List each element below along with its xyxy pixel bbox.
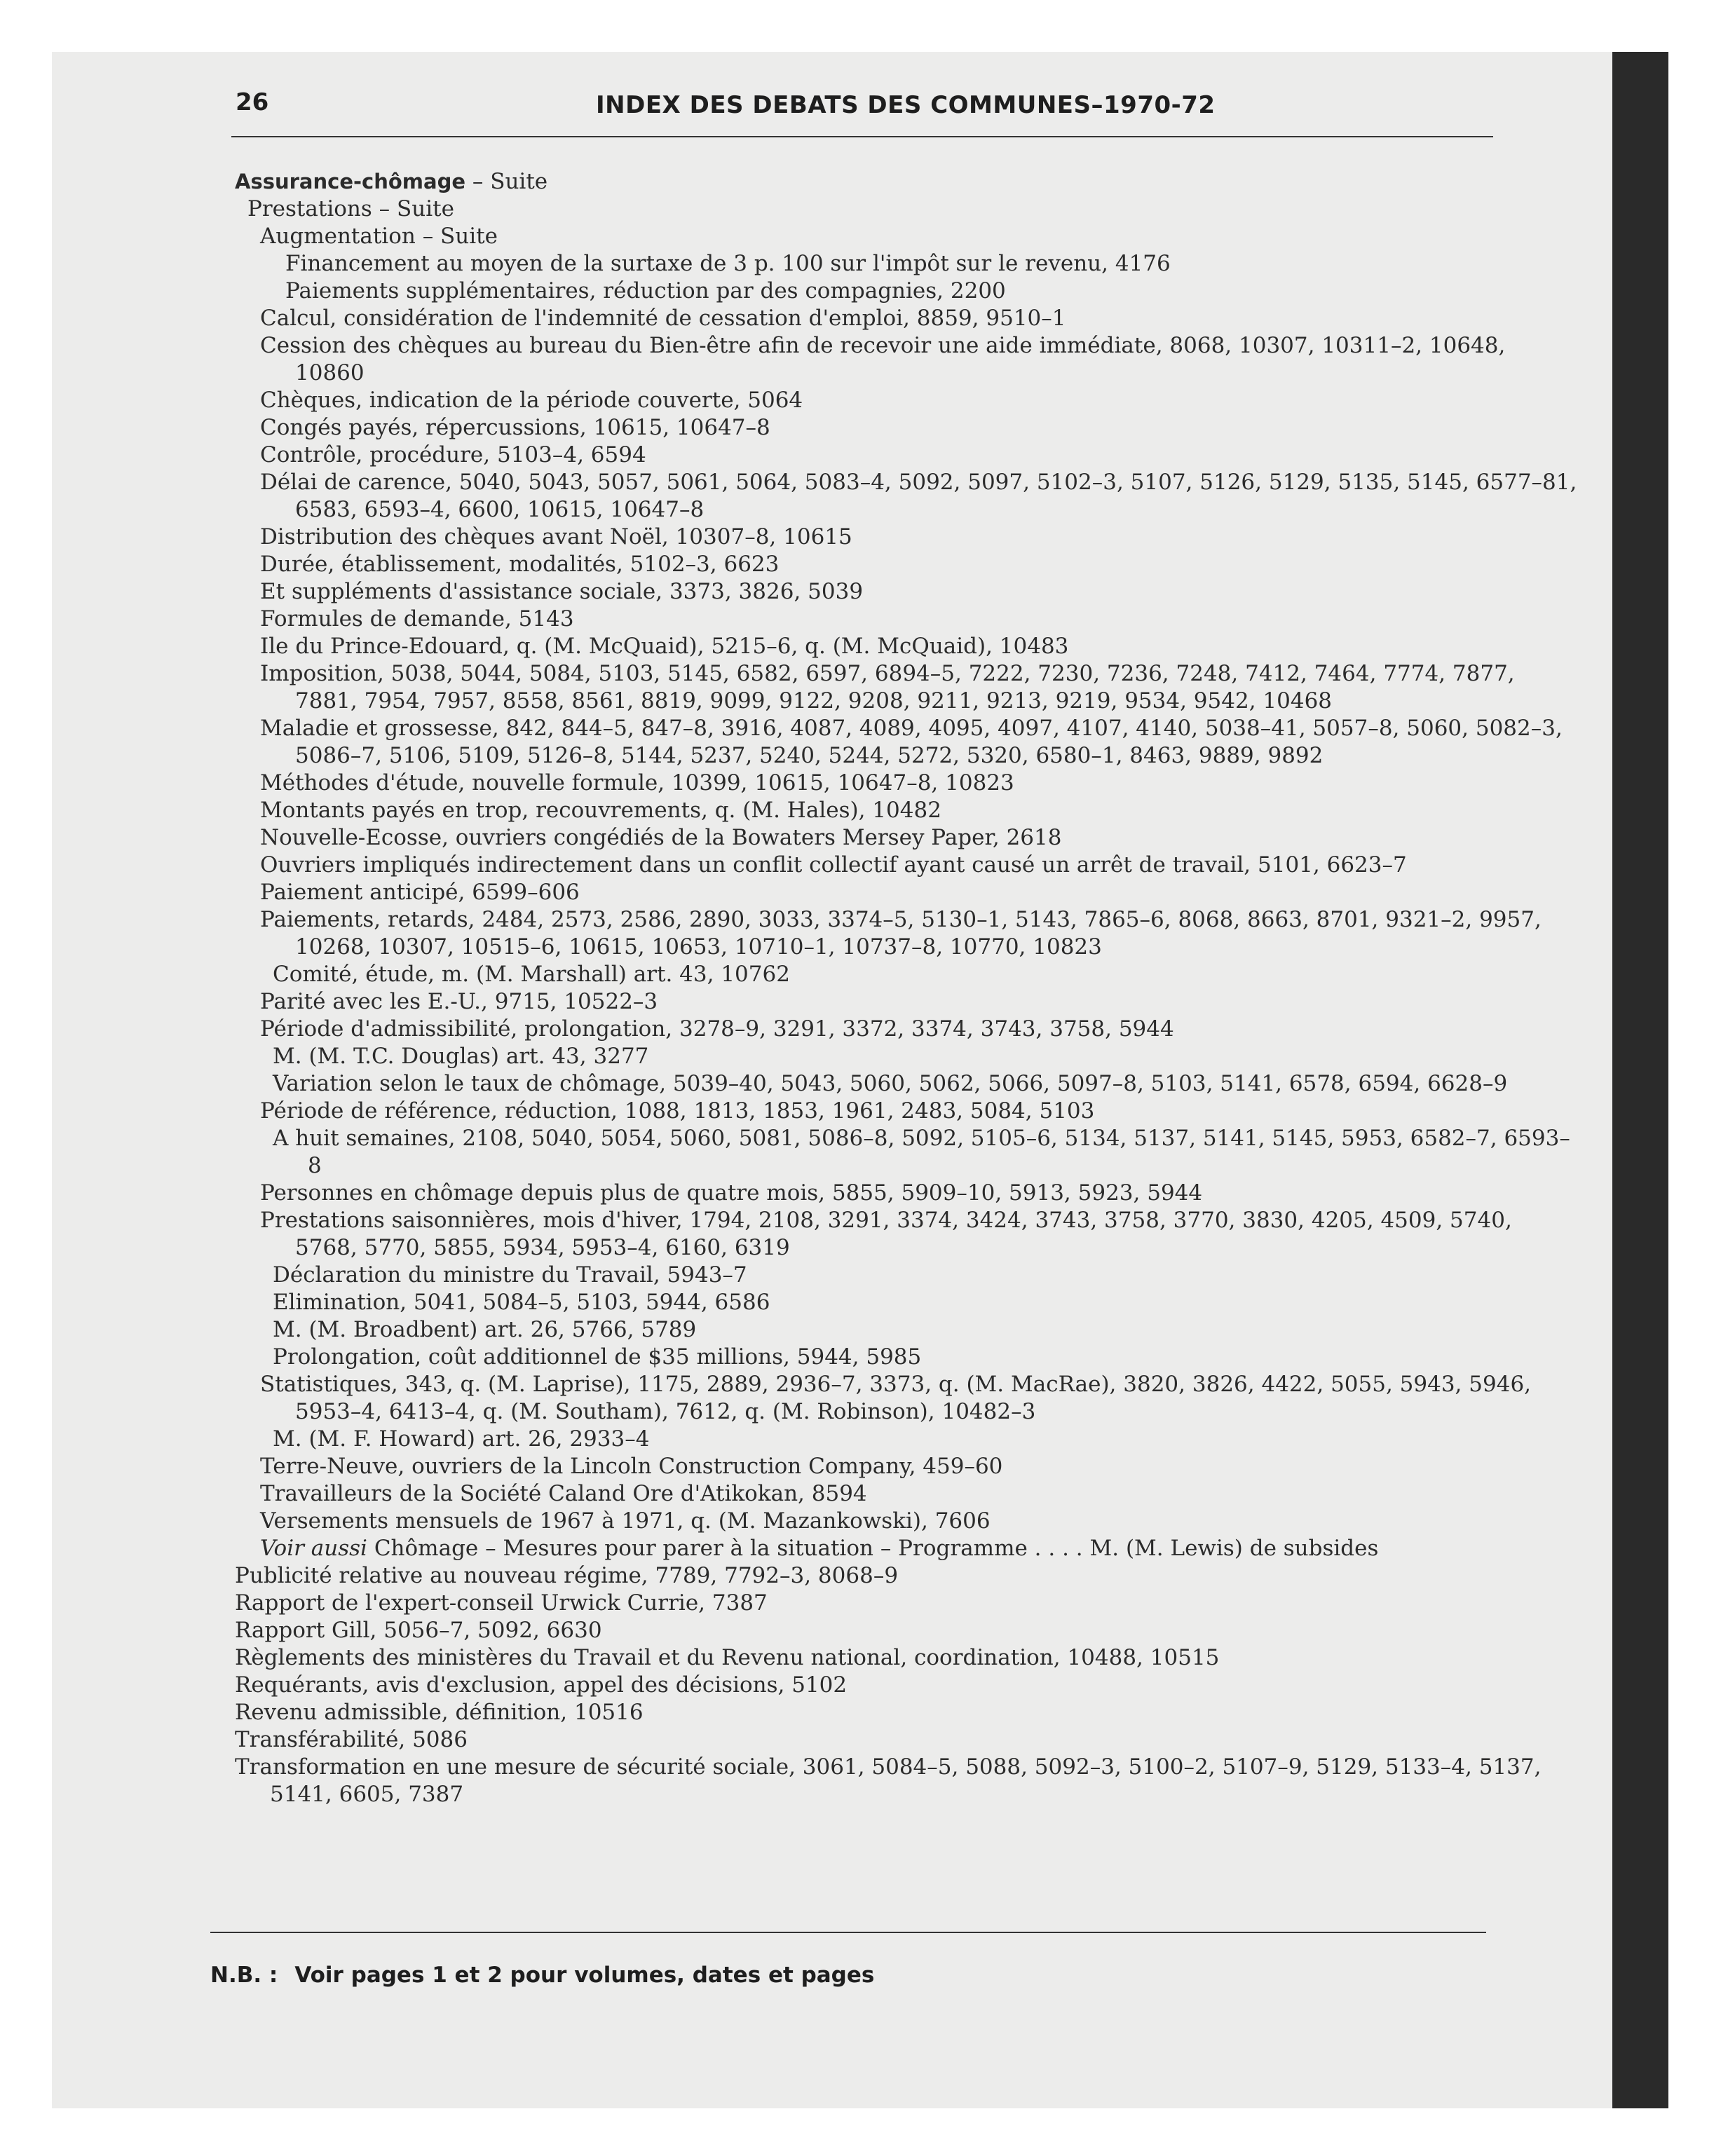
header-rule (231, 136, 1493, 137)
index-entry: Calcul, considération de l'indemnité de cessation d'emploi, 8859, 9510–1 (260, 306, 1066, 331)
see-also-label: Voir aussi (260, 1536, 367, 1561)
index-entry: Nouvelle-Ecosse, ouvriers congédiés de la Bowaters Mersey Paper, 2618 (260, 825, 1062, 850)
index-entry: Prolongation, coût additionnel de $35 millions, 5944, 5985 (273, 1344, 922, 1370)
scan-edge-shadow (1612, 52, 1668, 2108)
index-entry: Rapport de l'expert-conseil Urwick Currie, 7387 (235, 1590, 768, 1616)
index-entry: Financement au moyen de la surtaxe de 3 p. 100 sur l'impôt sur le revenu, 4176 (285, 251, 1171, 276)
index-entry: Transférabilité, 5086 (235, 1727, 468, 1752)
index-heading-term: Assurance-chômage (235, 170, 465, 193)
index-entry: Paiement anticipé, 6599–606 (260, 880, 580, 905)
index-heading (235, 168, 1581, 196)
index-entry: Montants payés en trop, recouvrements, q. (M. Hales), 10482 (260, 798, 941, 823)
index-entry: M. (M. F. Howard) art. 26, 2933–4 (273, 1426, 650, 1452)
index-entry: Période d'admissibilité, prolongation, 3278–9, 3291, 3372, 3374, 3743, 3758, 5944 (260, 1016, 1174, 1042)
index-entry: Méthodes d'étude, nouvelle formule, 10399, 10615, 10647–8, 10823 (260, 770, 1014, 796)
index-entry: Déclaration du ministre du Travail, 5943–7 (273, 1262, 747, 1288)
index-entry: Période de référence, réduction, 1088, 1813, 1853, 1961, 2483, 5084, 5103 (260, 1098, 1095, 1124)
index-entry: Formules de demande, 5143 (260, 606, 574, 632)
footer-note (210, 1963, 874, 1988)
index-entry: Requérants, avis d'exclusion, appel des décisions, 5102 (235, 1672, 848, 1698)
footer-rule (210, 1932, 1486, 1933)
index-entry: Elimination, 5041, 5084–5, 5103, 5944, 6586 (273, 1290, 770, 1315)
index-entry: M. (M. Broadbent) art. 26, 5766, 5789 (273, 1317, 697, 1342)
index-entry: Imposition, 5038, 5044, 5084, 5103, 5145, 6582, 6597, 6894–5, 7222, 7230, 7236, 7248, 7412, 7464, 7774, 7877, 7881, 7954, 7957, 8558, 8561, 8819, 9099, 9122, 9208, 9211, 9213, 9219, 9534, 9542, 10468 (260, 661, 1515, 714)
index-entry: Maladie et grossesse, 842, 844–5, 847–8, 3916, 4087, 4089, 4095, 4097, 4107, 4140, 5038–41, 5057–8, 5060, 5082–3, 5086–7, 5106, 5109, 5126–8, 5144, 5237, 5240, 5244, 5272, 5320, 6580–1, 8463, 9889, 9892 (260, 716, 1563, 768)
page-header (231, 83, 1493, 132)
index-entry: A huit semaines, 2108, 5040, 5054, 5060, 5081, 5086–8, 5092, 5105–6, 5134, 5137, 5141, 5145, 5953, 6582–7, 6593–8 (273, 1126, 1570, 1178)
index-entry: Cession des chèques au bureau du Bien-être afin de recevoir une aide immédiate, 8068, 10307, 10311–2, 10648, 10860 (260, 333, 1506, 386)
index-entry: Chèques, indication de la période couverte, 5064 (260, 388, 803, 413)
index-entry: Personnes en chômage depuis plus de quatre mois, 5855, 5909–10, 5913, 5923, 5944 (260, 1180, 1203, 1206)
index-entry: Prestations – Suite (247, 196, 454, 221)
see-also-entry (235, 1535, 1581, 1562)
index-entry: Travailleurs de la Société Caland Ore d'Atikokan, 8594 (260, 1481, 867, 1506)
index-entry: Terre-Neuve, ouvriers de la Lincoln Construction Company, 459–60 (260, 1454, 1003, 1479)
index-entry: Revenu admissible, définition, 10516 (235, 1700, 644, 1725)
index-entry: Comité, étude, m. (M. Marshall) art. 43, 10762 (273, 962, 790, 987)
index-entry: Prestations saisonnières, mois d'hiver, 1794, 2108, 3291, 3374, 3424, 3743, 3758, 3770, 3830, 4205, 4509, 5740, 5768, 5770, 5855, 5934, 5953–4, 6160, 6319 (260, 1208, 1512, 1260)
index-entry: Transformation en une mesure de sécurité sociale, 3061, 5084–5, 5088, 5092–3, 5100–2, 5107–9, 5129, 5133–4, 5137, 5141, 6605, 7387 (235, 1754, 1542, 1807)
index-entry: Contrôle, procédure, 5103–4, 6594 (260, 442, 646, 468)
index-entry: Et suppléments d'assistance sociale, 3373, 3826, 5039 (260, 579, 864, 604)
index-heading-suffix: – Suite (465, 169, 548, 194)
index-entry: Délai de carence, 5040, 5043, 5057, 5061, 5064, 5083–4, 5092, 5097, 5102–3, 5107, 5126, 5129, 5135, 5145, 6577–81, 6583, 6593–4, 6600, 10615, 10647–8 (260, 470, 1577, 522)
index-entry: Augmentation – Suite (260, 224, 498, 249)
running-title: INDEX DES DEBATS DES COMMUNES–1970-72 (596, 91, 1216, 119)
index-entry: Durée, établissement, modalités, 5102–3, 6623 (260, 552, 780, 577)
index-entry: Ile du Prince-Edouard, q. (M. McQuaid), 5215–6, q. (M. McQuaid), 10483 (260, 634, 1069, 659)
index-entry: Congés payés, répercussions, 10615, 10647–8 (260, 415, 770, 440)
index-entry: M. (M. T.C. Douglas) art. 43, 3277 (273, 1044, 649, 1069)
index-entry: Règlements des ministères du Travail et du Revenu national, coordination, 10488, 10515 (235, 1645, 1220, 1670)
index-entry: Ouvriers impliqués indirectement dans un conflit collectif ayant causé un arrêt de travail, 5101, 6623–7 (260, 852, 1407, 878)
index-entry: Versements mensuels de 1967 à 1971, q. (M. Mazankowski), 7606 (260, 1508, 991, 1534)
index-entry: Variation selon le taux de chômage, 5039–40, 5043, 5060, 5062, 5066, 5097–8, 5103, 5141, 6578, 6594, 6628–9 (273, 1071, 1508, 1096)
note-text: Voir pages 1 et 2 pour volumes, dates et pages (294, 1963, 875, 1988)
index-entry: Parité avec les E.-U., 9715, 10522–3 (260, 989, 658, 1014)
page-number: 26 (236, 88, 269, 116)
index-entry: Statistiques, 343, q. (M. Laprise), 1175, 2889, 2936–7, 3373, q. (M. MacRae), 3820, 3826, 4422, 5055, 5943, 5946, 5953–4, 6413–4, q. (M. Southam), 7612, q. (M. Robinson), 10482–3 (260, 1372, 1532, 1424)
index-entry: Paiements, retards, 2484, 2573, 2586, 2890, 3033, 3374–5, 5130–1, 5143, 7865–6, 8068, 8663, 8701, 9321–2, 9957, 10268, 10307, 10515–6, 10615, 10653, 10710–1, 10737–8, 10770, 10823 (260, 907, 1542, 960)
note-label: N.B. : (210, 1963, 278, 1988)
see-also-text: Chômage – Mesures pour parer à la situation – Programme . . . . M. (M. Lewis) de subsides (367, 1536, 1379, 1561)
index-entry: Distribution des chèques avant Noël, 10307–8, 10615 (260, 524, 852, 550)
index-entry: Rapport Gill, 5056–7, 5092, 6630 (235, 1618, 602, 1643)
index-entry: Paiements supplémentaires, réduction par des compagnies, 2200 (285, 278, 1006, 303)
index-body (235, 168, 1581, 1808)
index-entry: Publicité relative au nouveau régime, 7789, 7792–3, 8068–9 (235, 1563, 899, 1588)
